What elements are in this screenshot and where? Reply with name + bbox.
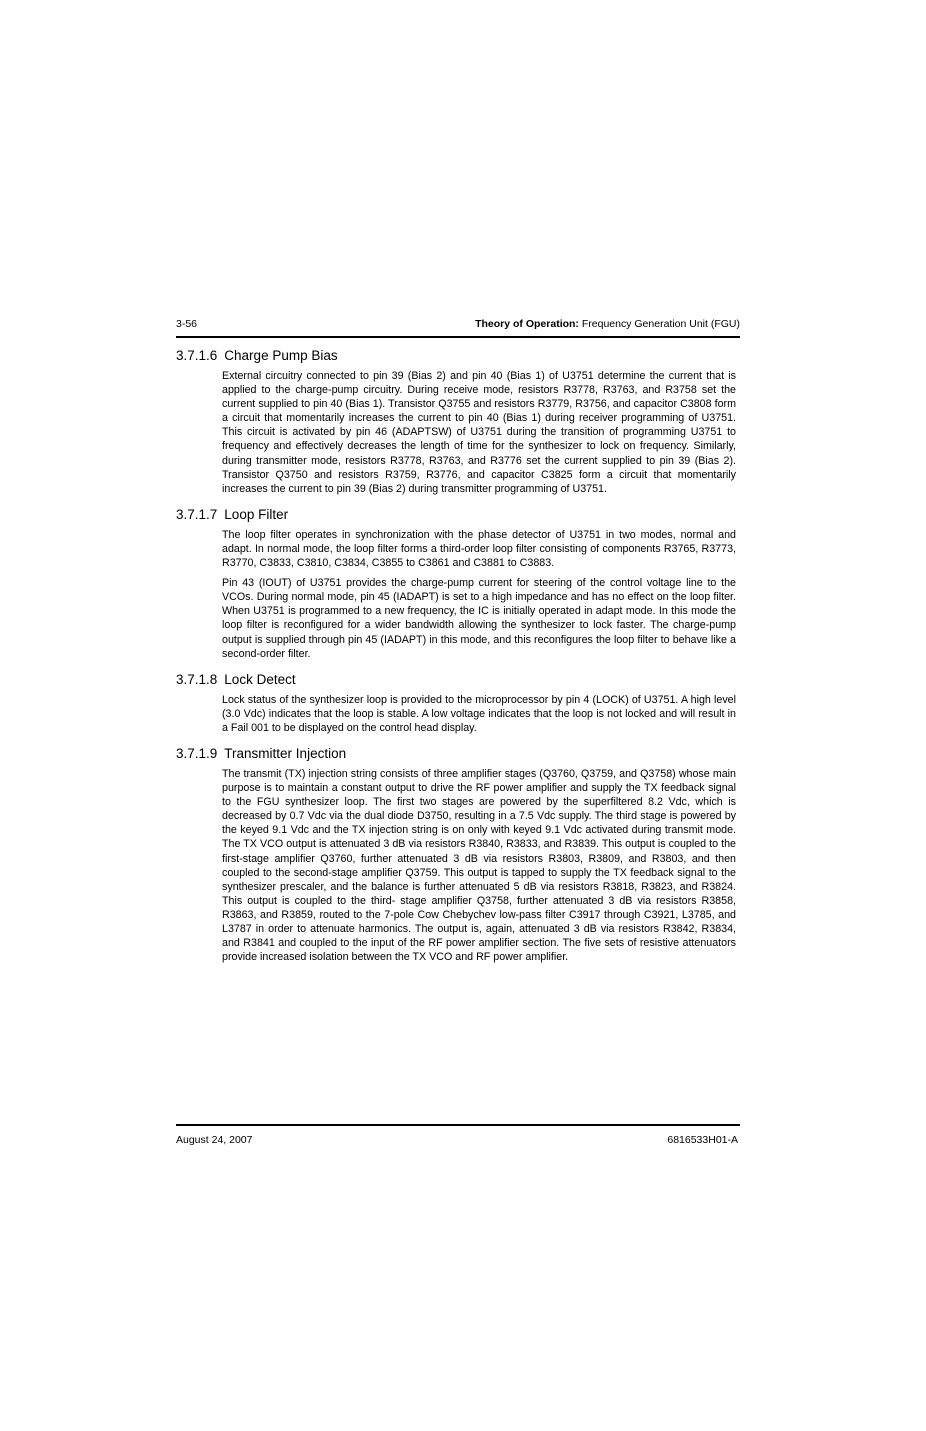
section-heading xyxy=(176,672,740,687)
section-title: Charge Pump Bias xyxy=(224,348,338,363)
section-number: 3.7.1.8 xyxy=(176,671,218,687)
paragraph: The loop filter operates in synchronization with the phase detector of U3751 in two modes, normal and adapt. In normal mode, the loop filter forms a third-order loop filter consisting of components R3765, R3773, R3770, C3833, C3810, C3834, C3855 to C3861 and C3881 to C3883. xyxy=(222,528,736,570)
footer-date: August 24, 2007 xyxy=(176,1134,253,1146)
section-title: Loop Filter xyxy=(224,506,289,522)
section-heading xyxy=(176,348,740,363)
section-charge-pump-bias xyxy=(176,348,740,496)
paragraph: Lock status of the synthesizer loop is provided to the microprocessor by pin 4 (LOCK) of U3751. A high level (3.0 Vdc) indicates that the loop is stable. A low voltage indicates that the loop is not locked and will result in a Fail 001 to be displayed on the control head display. xyxy=(222,693,736,734)
section-heading xyxy=(176,507,740,522)
page-footer xyxy=(176,1124,740,1150)
header-title-bold: Theory of Operation: xyxy=(475,318,579,330)
page-number: 3-56 xyxy=(176,318,198,330)
page-content xyxy=(176,348,740,975)
section-transmitter-injection xyxy=(176,746,740,964)
section-number: 3.7.1.6 xyxy=(176,348,218,363)
footer-doc-number: 6816533H01-A xyxy=(667,1134,738,1146)
paragraph: External circuitry connected to pin 39 (Bias 2) and pin 40 (Bias 1) of U3751 determine the current that is applied to the charge-pump circuitry. During receive mode, resistors R3778, R3763, and R3758 set the current supplied to pin 40 (Bias 1). Transistor Q3755 and resistors R3779, R3756, and capacitor C3808 form a circuit that momentarily increases the current to pin 40 (Bias 1) during receiver programming of U3751. This circuit is activated by pin 46 (ADAPTSW) of U3751 during the transition of programming U3751 to frequency and effectively decreases the length of time for the synthesizer to lock on frequency. Similarly, during transmitter mode, resistors R3778, R3763, and R3776 set the current supplied to pin 39 (Bias 2). Transistor Q3750 and resistors R3759, R3776, and capacitor C3825 form a circuit that momentarily increases the current to pin 39 (Bias 2) during transmitter programming of U3751. xyxy=(222,370,736,495)
paragraph: Pin 43 (IOUT) of U3751 provides the charge-pump current for steering of the control voltage line to the VCOs. During normal mode, pin 45 (IADAPT) is set to a high impedance and has no effect on the loop filter. When U3751 is programmed to a new frequency, the IC is initially operated in adapt mode. In this mode the loop filter is reconfigured for a wider bandwidth allowing the synthesizer to lock faster. The charge-pump output is supplied through pin 45 (IADAPT) in this mode, and this reconfigures the loop filter to behave like a second-order filter. xyxy=(222,577,736,660)
paragraph: The transmit (TX) injection string consists of three amplifier stages (Q3760, Q3759, and Q3758) whose main purpose is to maintain a constant output to drive the RF power amplifier and supply the TX feedback signal to the FGU synthesizer loop. The first two stages are powered by the superfiltered 8.2 Vdc, which is decreased by 0.7 Vdc via the dual diode D3750, resulting in a 7.5 Vdc supply. The third stage is powered by the keyed 9.1 Vdc and the TX injection string is on only with keyed 9.1 Vdc activated during transmit mode. The TX VCO output is attenuated 3 dB via resistors R3840, R3833, and R3839. This output is coupled to the first-stage amplifier Q3760, further attenuated 3 dB via resistors R3803, R3809, and R3803, and then coupled to the second-stage amplifier Q3759. This output is tapped to supply the TX feedback signal to the synthesizer prescaler, and the balance is further attenuated 5 dB via resistors R3818, R3823, and R3824. This output is coupled to the third- stage amplifier Q3758, further attenuated 3 dB via resistors R3858, R3863, and R3859, routed to the 7-pole Cow Chebychev low-pass filter C3917 through C3921, L3785, and L3787 in order to attenuate harmonics. The output is, again, attenuated 3 dB via resistors R3842, R3834, and R3841 and coupled to the input of the RF power amplifier section. The five sets of resistive attenuators provide increased isolation between the TX VCO and RF power amplifier. xyxy=(222,767,736,964)
header-title-rest: Frequency Generation Unit (FGU) xyxy=(578,318,740,330)
section-heading xyxy=(176,746,740,761)
section-number: 3.7.1.7 xyxy=(176,506,218,522)
section-number: 3.7.1.9 xyxy=(176,745,218,761)
section-title: Transmitter Injection xyxy=(224,745,347,761)
section-title: Lock Detect xyxy=(224,671,296,687)
section-loop-filter xyxy=(176,507,740,661)
section-lock-detect xyxy=(176,672,740,735)
header-title xyxy=(475,318,740,330)
page-header xyxy=(176,316,740,338)
